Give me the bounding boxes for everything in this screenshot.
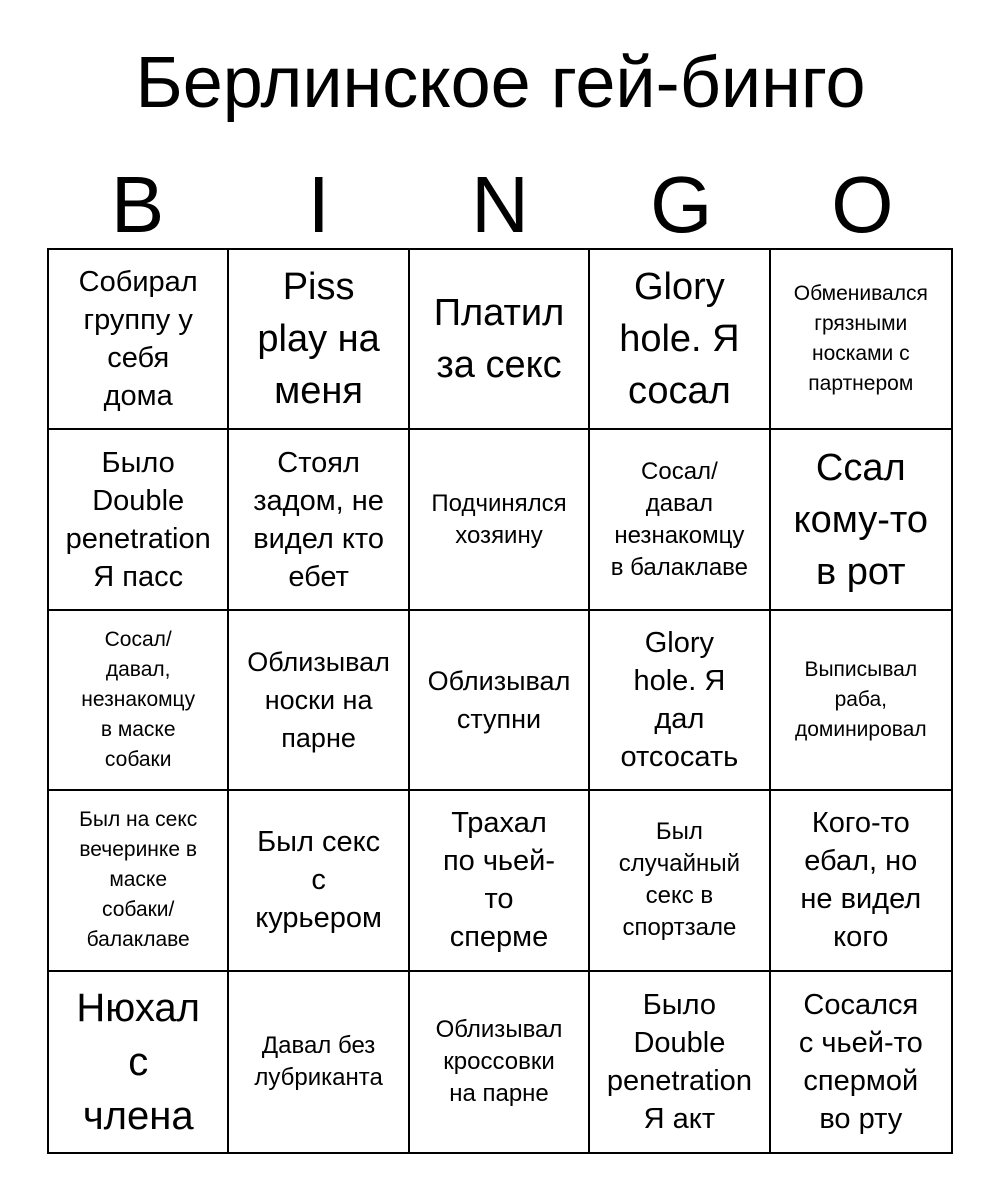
bingo-letter-o: O [831, 160, 894, 249]
bingo-cell-text: Платил за секс [433, 292, 565, 387]
bingo-cell-text: Glory hole. Я сосал [619, 266, 740, 413]
bingo-cell-10[interactable] [771, 430, 951, 610]
page-title: Берлинское гей-бинго [135, 43, 866, 123]
bingo-cell-2[interactable] [229, 250, 409, 430]
bingo-cell-8[interactable] [410, 430, 590, 610]
bingo-cell-text: Был секс с курьером [255, 826, 382, 935]
bingo-cell-18[interactable] [410, 791, 590, 971]
bingo-cell-22[interactable] [229, 972, 409, 1152]
bingo-cell-14[interactable] [590, 611, 770, 791]
bingo-grid [47, 248, 953, 1154]
bingo-cell-5[interactable] [771, 250, 951, 430]
bingo-cell-text: Кого-то ебал, но не видел кого [800, 807, 922, 954]
bingo-cell-text: Выписывал раба, доминировал [794, 657, 927, 741]
bingo-cell-17[interactable] [229, 791, 409, 971]
bingo-cell-1[interactable] [49, 250, 229, 430]
bingo-cell-6[interactable] [49, 430, 229, 610]
bingo-cell-4[interactable] [590, 250, 770, 430]
bingo-cell-text: Собирал группу у себя дома [78, 266, 198, 413]
bingo-cell-text: Сосал/ давал незнакомцу в балаклаве [610, 457, 749, 581]
bingo-cell-text: Облизывал носки на парне [247, 646, 390, 753]
bingo-cell-19[interactable] [590, 791, 770, 971]
bingo-cell-21[interactable] [49, 972, 229, 1152]
bingo-cell-25[interactable] [771, 972, 951, 1152]
bingo-cell-23[interactable] [410, 972, 590, 1152]
bingo-cell-12[interactable] [229, 611, 409, 791]
bingo-cell-text: Ссал кому-то в рот [793, 446, 929, 593]
bingo-cell-24[interactable] [590, 972, 770, 1152]
bingo-cell-text: Glory hole. Я дал отсосать [620, 626, 739, 773]
bingo-cell-9[interactable] [590, 430, 770, 610]
bingo-cell-13[interactable] [410, 611, 590, 791]
bingo-cell-3[interactable] [410, 250, 590, 430]
bingo-letter-b: B [110, 160, 165, 249]
bingo-cell-text: Сосал/ давал, незнакомцу в маске собаки [81, 627, 196, 771]
bingo-cell-7[interactable] [229, 430, 409, 610]
bingo-cell-text: Стоял задом, не видел кто ебет [253, 446, 384, 593]
bingo-cell-text: Нюхал с члена [76, 985, 200, 1138]
bingo-letter-n: N [471, 160, 529, 249]
bingo-cell-text: Облизывал кроссовки на парне [435, 1015, 563, 1107]
bingo-header [47, 160, 953, 249]
bingo-cell-text: Сосался с чьей-то спермой во рту [798, 988, 923, 1135]
bingo-cell-text: Было Double penetration Я пасс [65, 446, 211, 593]
bingo-cell-text: Piss play на меня [257, 266, 380, 413]
bingo-cell-20[interactable] [771, 791, 951, 971]
bingo-cell-16[interactable] [49, 791, 229, 971]
bingo-cell-text: Был случайный секс в спортзале [618, 818, 740, 942]
bingo-cell-text: Трахал по чьей- то сперме [442, 807, 556, 954]
bingo-cell-text: Был на секс вечеринке в маске собаки/ балаклаве [79, 808, 198, 952]
bingo-cell-text: Было Double penetration Я акт [606, 988, 752, 1135]
bingo-cell-text: Обменивался грязными носками с партнером [793, 282, 928, 396]
bingo-cell-text: Подчинялся хозяину [431, 489, 567, 549]
bingo-cell-text: Облизывал ступни [427, 665, 571, 734]
bingo-cell-11[interactable] [49, 611, 229, 791]
bingo-cell-15[interactable] [771, 611, 951, 791]
bingo-cell-text: Давал без лубриканта [254, 1031, 383, 1091]
bingo-letter-g: G [650, 160, 713, 249]
bingo-letter-i: I [307, 160, 330, 249]
